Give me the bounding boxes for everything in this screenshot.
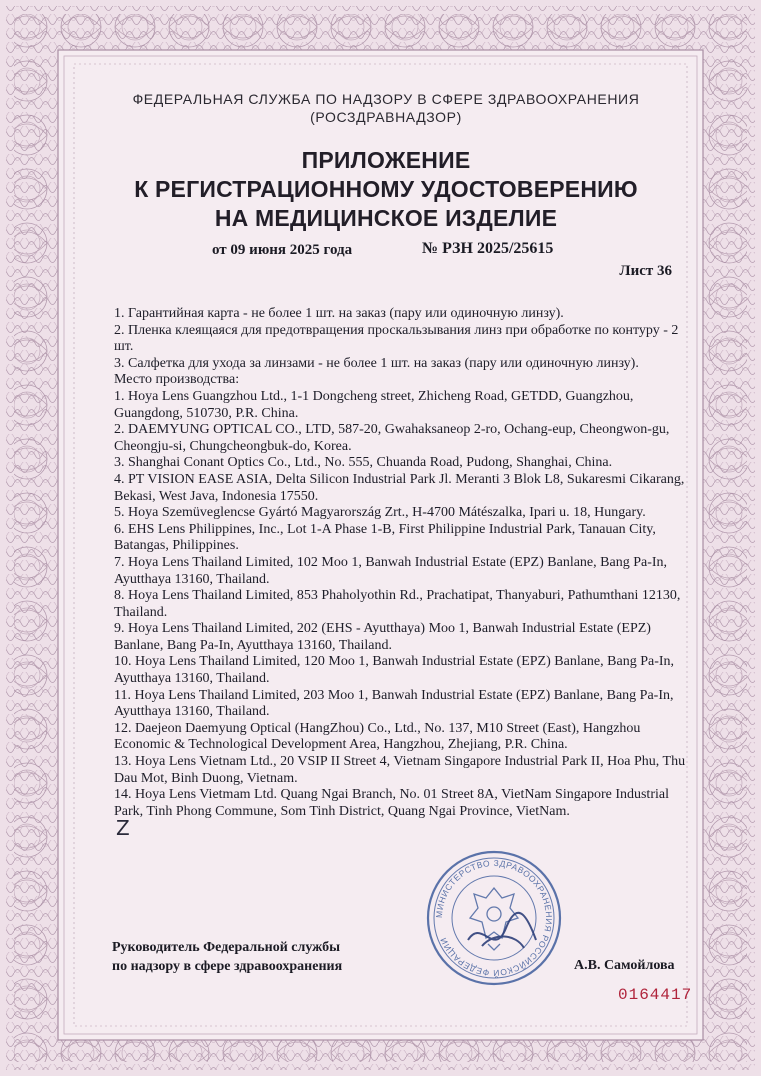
document-title bbox=[86, 146, 686, 233]
production-site: 2. DAEMYUNG OPTICAL CO., LTD, 587-20, Gwahaksaneop 2-ro, Ochang-eup, Cheongwon-gu, Cheongju-si, Chungcheongbuk-do, Korea. bbox=[114, 422, 670, 454]
end-mark: Z bbox=[116, 816, 130, 840]
production-site: 14. Hoya Lens Vietmam Ltd. Quang Ngai Branch, No. 01 Street 8A, VietNam Singapore Industrial Park, Tinh Phong Commune, Som Tinh District, Quang Ngai Province, VietNam. bbox=[114, 787, 669, 819]
list-item: 3. Салфетка для ухода за линзами - не более 1 шт. на заказ (пару или одиночную линзу). bbox=[114, 355, 639, 371]
production-site: 6. EHS Lens Philippines, Inc., Lot 1-A Phase 1-B, First Philippine Industrial Park, Tanauan City, Batangas, Philippines. bbox=[114, 521, 656, 554]
signatory-title bbox=[112, 938, 342, 976]
production-site: 5. Hoya Szemüveglencse Gyártó Magyarország Zrt., H-4700 Mátészalka, Ipari u. 18, Hungary. bbox=[114, 505, 646, 521]
official-seal bbox=[424, 848, 564, 988]
production-site: 9. Hoya Lens Thailand Limited, 202 (EHS - Ayutthaya) Moo 1, Banwah Industrial Estate (EPZ) Banlane, Bang Pa-In, Ayutthaya 13160, Thailand. bbox=[114, 621, 651, 653]
production-site: 10. Hoya Lens Thailand Limited, 120 Moo 1, Banwah Industrial Estate (EPZ) Banlane, Bang Pa-In, Ayutthaya 13160, Thailand. bbox=[114, 654, 675, 687]
signatory-title-line-2: по надзору в сфере здравоохранения bbox=[112, 959, 343, 974]
production-site: 11. Hoya Lens Thailand Limited, 203 Moo 1, Banwah Industrial Estate (EPZ) Banlane, Bang Pa-In, Ayutthaya 13160, Thailand. bbox=[114, 687, 674, 720]
seal-text: МИНИСТЕРСТВО ЗДРАВООХРАНЕНИЯ РОССИЙСКОЙ ФЕДЕРАЦИИ bbox=[433, 857, 555, 979]
title-line-1: ПРИЛОЖЕНИЕ bbox=[301, 147, 471, 173]
registration-number: № РЗН 2025/25615 bbox=[422, 240, 554, 257]
content-area bbox=[86, 70, 693, 1020]
production-site: 13. Hoya Lens Vietnam Ltd., 20 VSIP II Street 4, Vietnam Singapore Industrial Park II, Hoa Phu, Thu Dau Mot, Binh Duong, Vietnam. bbox=[114, 754, 686, 786]
signatory-name: А.В. Самойлова bbox=[574, 958, 675, 973]
signatory-title-line-1: Руководитель Федеральной службы bbox=[112, 940, 341, 955]
issue-date: от 09 июня 2025 года bbox=[212, 242, 353, 258]
production-site: 3. Shanghai Conant Optics Co., Ltd., No. 555, Chuanda Road, Pudong, Shanghai, China. bbox=[114, 455, 613, 471]
title-line-3: НА МЕДИЦИНСКОЕ ИЗДЕЛИЕ bbox=[214, 205, 558, 231]
document-body bbox=[114, 306, 694, 820]
production-site: 12. Daejeon Daemyung Optical (HangZhou) Co., Ltd., No. 137, M10 Street (East), Hangzhou Economic & Technological Development Area, Hangzhou, Zhejiang, P.R. China. bbox=[114, 720, 641, 753]
serial-number: 0164417 bbox=[618, 986, 693, 1004]
title-line-2: К РЕГИСТРАЦИОННОМУ УДОСТОВЕРЕНИЮ bbox=[134, 176, 638, 202]
production-site: 8. Hoya Lens Thailand Limited, 853 Phaholyothin Rd., Prachatipat, Thanyaburi, Pathumthani 12130, Thailand. bbox=[114, 588, 681, 620]
production-site: 1. Hoya Lens Guangzhou Ltd., 1-1 Dongcheng street, Zhicheng Road, GETDD, Guangzhou, Guangdong, 510730, P.R. China. bbox=[114, 388, 634, 421]
list-item: 2. Пленка клеящаяся для предотвращения проскальзывания линз при обработке по контуру - 2 шт. bbox=[114, 322, 679, 355]
sheet-number: Лист 36 bbox=[619, 263, 672, 279]
production-label: Место производства: bbox=[114, 372, 240, 388]
agency-name: ФЕДЕРАЛЬНАЯ СЛУЖБА ПО НАДЗОРУ В СФЕРЕ ЗДРАВООХРАНЕНИЯ bbox=[132, 91, 640, 107]
signature-scribble-icon bbox=[468, 913, 536, 948]
production-site: 4. PT VISION EASE ASIA, Delta Silicon Industrial Park Jl. Meranti 3 Blok L8, Sukaresmi Cikarang, Bekasi, West Java, Indonesia 17550. bbox=[114, 471, 685, 504]
list-item: 1. Гарантийная карта - не более 1 шт. на заказ (пару или одиночную линзу). bbox=[114, 306, 564, 321]
agency-header bbox=[86, 90, 686, 126]
production-site: 7. Hoya Lens Thailand Limited, 102 Moo 1, Banwah Industrial Estate (EPZ) Banlane, Bang Pa-In, Ayutthaya 13160, Thailand. bbox=[114, 554, 668, 587]
agency-abbr: (РОСЗДРАВНАДЗОР) bbox=[310, 109, 462, 125]
